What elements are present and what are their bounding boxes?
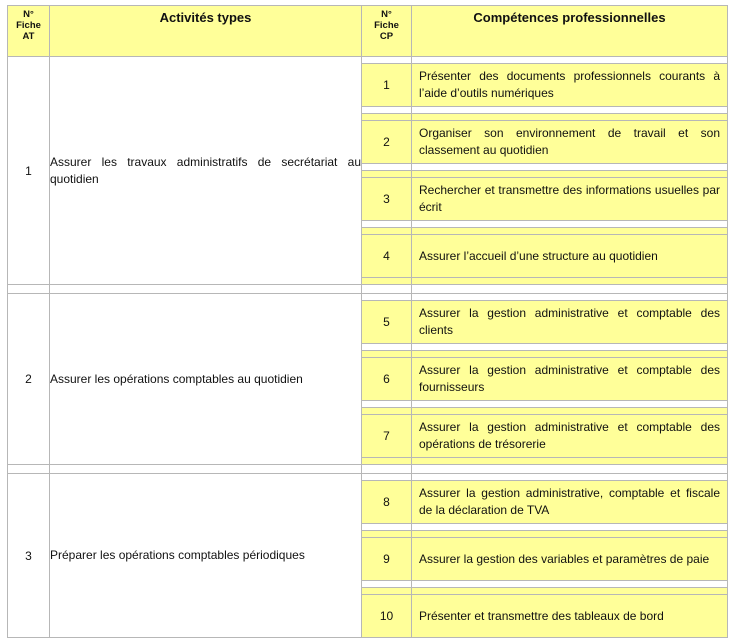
spacer-cell <box>362 228 412 235</box>
header-fiche-cp-line: Fiche <box>374 20 399 31</box>
spacer-cell <box>8 465 50 474</box>
competence-text: Présenter des documents professionnels courants à l’aide d’outils numériques <box>412 64 728 107</box>
spacer-cell <box>412 458 728 465</box>
spacer-cell <box>412 588 728 595</box>
competence-number: 1 <box>362 64 412 107</box>
spacer-cell <box>412 408 728 415</box>
spacer-cell <box>8 285 50 294</box>
fiche-at-number: 1 <box>25 163 32 178</box>
header-row <box>8 6 728 57</box>
header-fiche-cp-line: CP <box>379 31 394 42</box>
competence-number: 4 <box>362 235 412 278</box>
group-separator <box>8 465 728 474</box>
competence-number: 8 <box>362 481 412 524</box>
spacer-cell <box>412 531 728 538</box>
competences-table <box>7 5 728 638</box>
spacer-cell <box>412 171 728 178</box>
spacer-cell <box>412 285 728 294</box>
activity-cell <box>50 294 362 465</box>
competence-text: Assurer la gestion administrative et comptable des clients <box>412 301 728 344</box>
spacer-cell <box>412 524 728 531</box>
spacer-cell <box>362 344 412 351</box>
spacer-cell <box>362 278 412 285</box>
competence-text: Assurer la gestion administrative, comptable et fiscale de la déclaration de TVA <box>412 481 728 524</box>
spacer-row <box>8 294 728 301</box>
activity-cell <box>50 474 362 638</box>
spacer-cell <box>362 221 412 228</box>
spacer-cell <box>362 458 412 465</box>
competence-text: Assurer la gestion des variables et paramètres de paie <box>412 538 728 581</box>
header-fiche-at-line: AT <box>22 31 35 42</box>
spacer-cell <box>362 588 412 595</box>
competence-text: Assurer la gestion administrative et comptable des opérations de trésorerie <box>412 415 728 458</box>
header-fiche-at-line: N° <box>23 9 34 20</box>
fiche-at-number: 2 <box>25 372 32 386</box>
activity-text: Assurer les opérations comptables au quotidien <box>50 371 303 386</box>
competence-number: 5 <box>362 301 412 344</box>
header-fiche-at <box>8 6 50 57</box>
header-fiche-at-line: Fiche <box>16 20 41 31</box>
document <box>7 5 727 623</box>
spacer-cell <box>50 465 362 474</box>
group-separator <box>8 285 728 294</box>
competence-text: Assurer la gestion administrative et comptable des fournisseurs <box>412 358 728 401</box>
competence-text: Rechercher et transmettre des informations usuelles par écrit <box>412 178 728 221</box>
activity-text: Assurer les travaux administratifs de secrétariat au quotidien <box>50 154 361 186</box>
spacer-cell <box>412 164 728 171</box>
spacer-cell <box>412 581 728 588</box>
spacer-cell <box>412 228 728 235</box>
spacer-cell <box>362 57 412 64</box>
spacer-cell <box>412 294 728 301</box>
spacer-cell <box>50 285 362 294</box>
spacer-cell <box>362 164 412 171</box>
competence-number: 2 <box>362 121 412 164</box>
spacer-cell <box>362 465 412 474</box>
spacer-cell <box>362 408 412 415</box>
spacer-cell <box>412 221 728 228</box>
competence-number: 6 <box>362 358 412 401</box>
activity-cell <box>50 57 362 285</box>
fiche-at-cell <box>8 294 50 465</box>
spacer-cell <box>362 474 412 481</box>
spacer-cell <box>362 114 412 121</box>
spacer-cell <box>412 344 728 351</box>
activity-text: Préparer les opérations comptables périodiques <box>50 548 305 562</box>
spacer-cell <box>362 524 412 531</box>
spacer-row <box>8 474 728 481</box>
header-fiche-cp-line: N° <box>381 9 392 20</box>
spacer-row <box>8 57 728 64</box>
fiche-at-cell <box>8 57 50 285</box>
competence-number: 10 <box>362 595 412 638</box>
spacer-cell <box>362 531 412 538</box>
spacer-cell <box>412 401 728 408</box>
spacer-cell <box>362 351 412 358</box>
competence-number: 3 <box>362 178 412 221</box>
competence-number: 9 <box>362 538 412 581</box>
spacer-cell <box>412 465 728 474</box>
header-competences: Compétences professionnelles <box>412 6 728 57</box>
spacer-cell <box>412 114 728 121</box>
header-activites: Activités types <box>50 6 362 57</box>
fiche-at-number: 3 <box>25 548 32 563</box>
spacer-cell <box>362 107 412 114</box>
spacer-cell <box>362 581 412 588</box>
spacer-cell <box>362 285 412 294</box>
spacer-cell <box>362 294 412 301</box>
spacer-cell <box>412 474 728 481</box>
spacer-cell <box>412 57 728 64</box>
fiche-at-cell <box>8 474 50 638</box>
spacer-cell <box>412 107 728 114</box>
spacer-cell <box>362 171 412 178</box>
header-fiche-cp <box>362 6 412 57</box>
competence-number: 7 <box>362 415 412 458</box>
competence-text: Organiser son environnement de travail et son classement au quotidien <box>412 121 728 164</box>
competence-text: Assurer l’accueil d’une structure au quotidien <box>412 235 728 278</box>
spacer-cell <box>412 351 728 358</box>
competence-text: Présenter et transmettre des tableaux de bord <box>412 595 728 638</box>
spacer-cell <box>412 278 728 285</box>
spacer-cell <box>362 401 412 408</box>
